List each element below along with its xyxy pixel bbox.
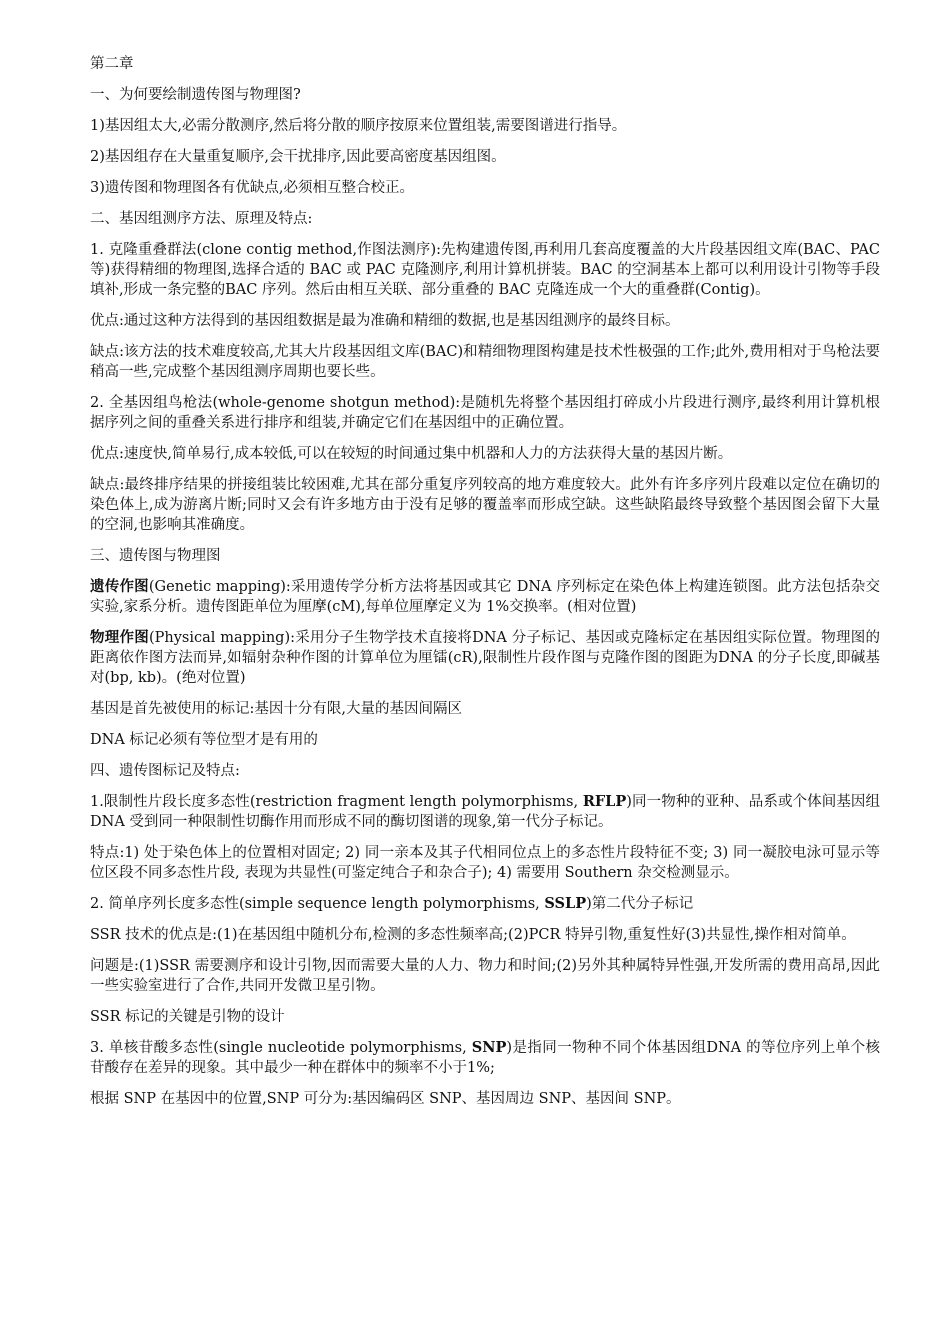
clone-contig-disadvantages: 缺点:该方法的技术难度较高,尤其大片段基因组文库(BAC)和精细物理图构建是技术性极强的工作;此外,费用相对于鸟枪法要稍高一些,完成整个基因组测序周期也要长些。 [90,344,880,380]
sslp-paragraph [90,894,880,914]
ssr-problems: 问题是:(1)SSR 需要测序和设计引物,因而需要大量的人力、物力和时间;(2)另外其种属特异性强,开发所需的费用高昂,因此一些实验室进行了合作,共同开发微卫星引物。 [90,958,880,994]
section-4-heading: 四、遗传图标记及特点: [90,763,240,779]
rflp-intro: 1.限制性片段长度多态性(restriction fragment length polymorphisms, [90,794,579,810]
rflp-paragraph [90,792,880,832]
rflp-description: )同一物种的亚种、品系或个体间基因组DNA 受到同一种限制性切酶作用而形成不同的酶切图谱的现象,第一代分子标记。 [90,794,880,830]
section-3-heading: 三、遗传图与物理图 [90,548,221,564]
section-2-heading: 二、基因组测序方法、原理及特点: [90,211,313,227]
clone-contig-paragraph: 1. 克隆重叠群法(clone contig method,作图法测序):先构建遗传图,再利用几套高度覆盖的大片段基因组文库(BAC、PAC 等)获得精细的物理图,选择合适的 BAC 或 PAC 克隆测序,利用计算机拼装。BAC 的空洞基本上都可以利用设计引物等手段填补,形成一条完整的BAC 序列。然后由相互关联、部分重叠的 BAC 克隆连成一个大的重叠群(Contig)。 [90,242,880,298]
physical-mapping-paragraph [90,628,880,688]
ssr-key-point: SSR 标记的关键是引物的设计 [90,1009,285,1025]
document-body [90,54,880,1120]
snp-intro: 3. 单核苷酸多态性(single nucleotide polymorphisms, [90,1040,467,1056]
genetic-mapping-text: (Genetic mapping):采用遗传学分析方法将基因或其它 DNA 序列标定在染色体上构建连锁图。此方法包括杂交实验,家系分析。遗传图距单位为厘摩(cM),每单位厘摩定义为 1%交换率。(相对位置) [90,579,880,615]
ssr-advantages: SSR 技术的优点是:(1)在基因组中随机分布,检测的多态性频率高;(2)PCR 特异引物,重复性好(3)共显性,操作相对简单。 [90,927,856,943]
chapter-title: 第二章 [90,56,134,72]
genetic-mapping-paragraph [90,577,880,617]
shotgun-advantages: 优点:速度快,简单易行,成本较低,可以在较短的时间通过集中机器和人力的方法获得大量的基因片断。 [90,446,733,462]
dna-marker-note: DNA 标记必须有等位型才是有用的 [90,732,318,748]
snp-description: )是指同一物种不同个体基因组DNA 的等位序列上单个核苷酸存在差异的现象。其中最少一种在群体中的频率不小于1%; [90,1040,880,1076]
clone-contig-advantages: 优点:通过这种方法得到的基因组数据是最为准确和精细的数据,也是基因组测序的最终目标。 [90,313,680,329]
shotgun-paragraph: 2. 全基因组鸟枪法(whole-genome shotgun method):是随机先将整个基因组打碎成小片段进行测序,最终利用计算机根据序列之间的重叠关系进行排序和组装,并确定它们在基因组中的正确位置。 [90,395,880,431]
sslp-abbreviation: SSLP [544,895,587,912]
snp-classification: 根据 SNP 在基因中的位置,SNP 可分为:基因编码区 SNP、基因周边 SNP、基因间 SNP。 [90,1091,681,1107]
sslp-intro: 2. 简单序列长度多态性(simple sequence length polymorphisms, [90,896,540,912]
snp-paragraph [90,1038,880,1078]
section-1-heading: 一、为何要绘制遗传图与物理图? [90,87,301,103]
section-1-paragraph-2: 2)基因组存在大量重复顺序,会干扰排序,因此要高密度基因组图。 [90,149,506,165]
section-1-paragraph-1: 1)基因组太大,必需分散测序,然后将分散的顺序按原来位置组装,需要图谱进行指导。 [90,118,627,134]
shotgun-disadvantages: 缺点:最终排序结果的拼接组装比较困难,尤其在部分重复序列较高的地方难度较大。此外有许多序列片段难以定位在确切的染色体上,成为游离片断;同时又会有许多地方由于没有足够的覆盖率而形成空缺。这些缺陷最终导致整个基因图会留下大量的空洞,也影响其准确度。 [90,477,880,533]
genetic-mapping-term: 遗传作图 [90,578,149,595]
rflp-abbreviation: RFLP [582,793,627,810]
rflp-features: 特点:1) 处于染色体上的位置相对固定; 2) 同一亲本及其子代相同位点上的多态性片段特征不变; 3) 同一凝胶电泳可显示等位区段不同多态性片段, 表现为共显性(可鉴定纯合子和杂合子); 4) 需要用 Southern 杂交检测显示。 [90,845,880,881]
snp-abbreviation: SNP [471,1039,507,1056]
physical-mapping-term: 物理作图 [90,629,149,646]
physical-mapping-text: (Physical mapping):采用分子生物学技术直接将DNA 分子标记、基因或克隆标定在基因组实际位置。物理图的距离依作图方法而异,如辐射杂种作图的计算单位为厘镭(cR),限制性片段作图与克隆作图的图距为DNA 的分子长度,即碱基对(bp, kb)。(绝对位置) [90,630,881,686]
sslp-description: )第二代分子标记 [586,896,694,912]
gene-marker-note: 基因是首先被使用的标记:基因十分有限,大量的基因间隔区 [90,701,462,717]
section-1-paragraph-3: 3)遗传图和物理图各有优缺点,必须相互整合校正。 [90,180,414,196]
